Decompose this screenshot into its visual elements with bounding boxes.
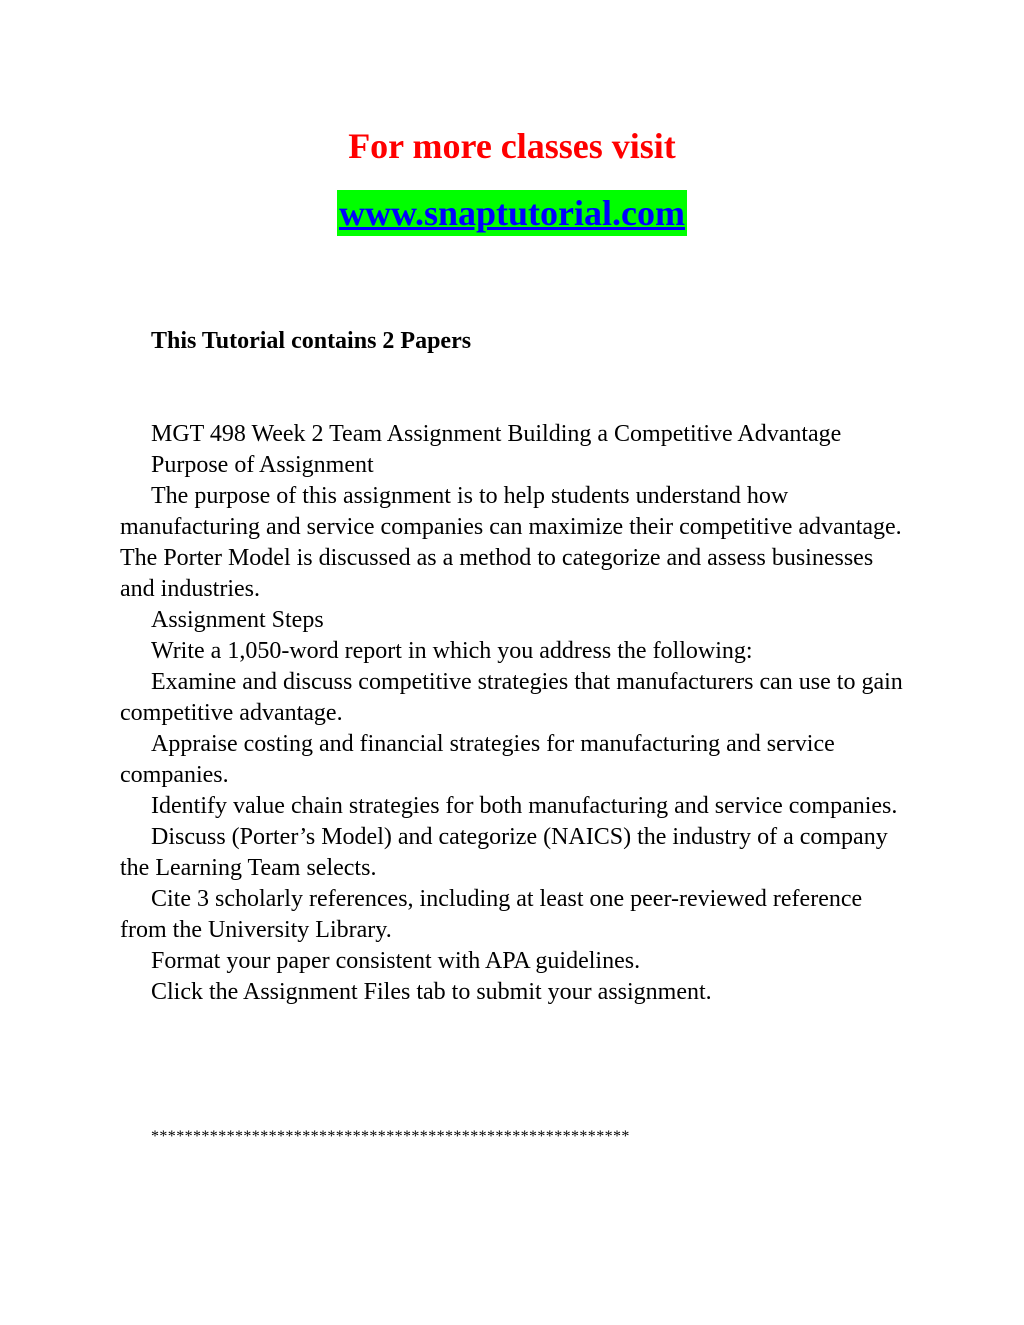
link-container <box>0 190 1024 236</box>
website-link[interactable]: www.snaptutorial.com <box>337 190 687 236</box>
step-item: Cite 3 scholarly references, including at least one peer-reviewed reference from the University Library. <box>120 886 863 943</box>
step-item: Examine and discuss competitive strategies that manufacturers can use to gain competitive advantage. <box>120 669 903 726</box>
asterisk-separator: ********************************************************* <box>151 1128 630 1145</box>
section-heading-purpose: Purpose of Assignment <box>151 452 374 478</box>
section-heading-steps: Assignment Steps <box>151 607 324 633</box>
tutorial-note: This Tutorial contains 2 Papers <box>151 328 472 354</box>
step-item: Discuss (Porter’s Model) and categorize (NAICS) the industry of a company the Learning Team selects. <box>120 824 888 881</box>
assignment-title: MGT 498 Week 2 Team Assignment Building a Competitive Advantage <box>151 421 842 447</box>
step-item: Appraise costing and financial strategies for manufacturing and service companies. <box>120 731 835 788</box>
page-title: For more classes visit <box>348 126 676 166</box>
purpose-paragraph: The purpose of this assignment is to help students understand how manufacturing and service companies can maximize their competitive advantage. The Porter Model is discussed as a method to categorize and assess businesses and industries. <box>120 483 902 602</box>
step-item: Identify value chain strategies for both manufacturing and service companies. <box>151 793 898 819</box>
step-item: Write a 1,050-word report in which you address the following: <box>151 638 753 664</box>
step-item: Format your paper consistent with APA guidelines. <box>151 948 641 974</box>
assignment-body <box>120 419 910 1008</box>
step-item: Click the Assignment Files tab to submit your assignment. <box>151 979 712 1005</box>
